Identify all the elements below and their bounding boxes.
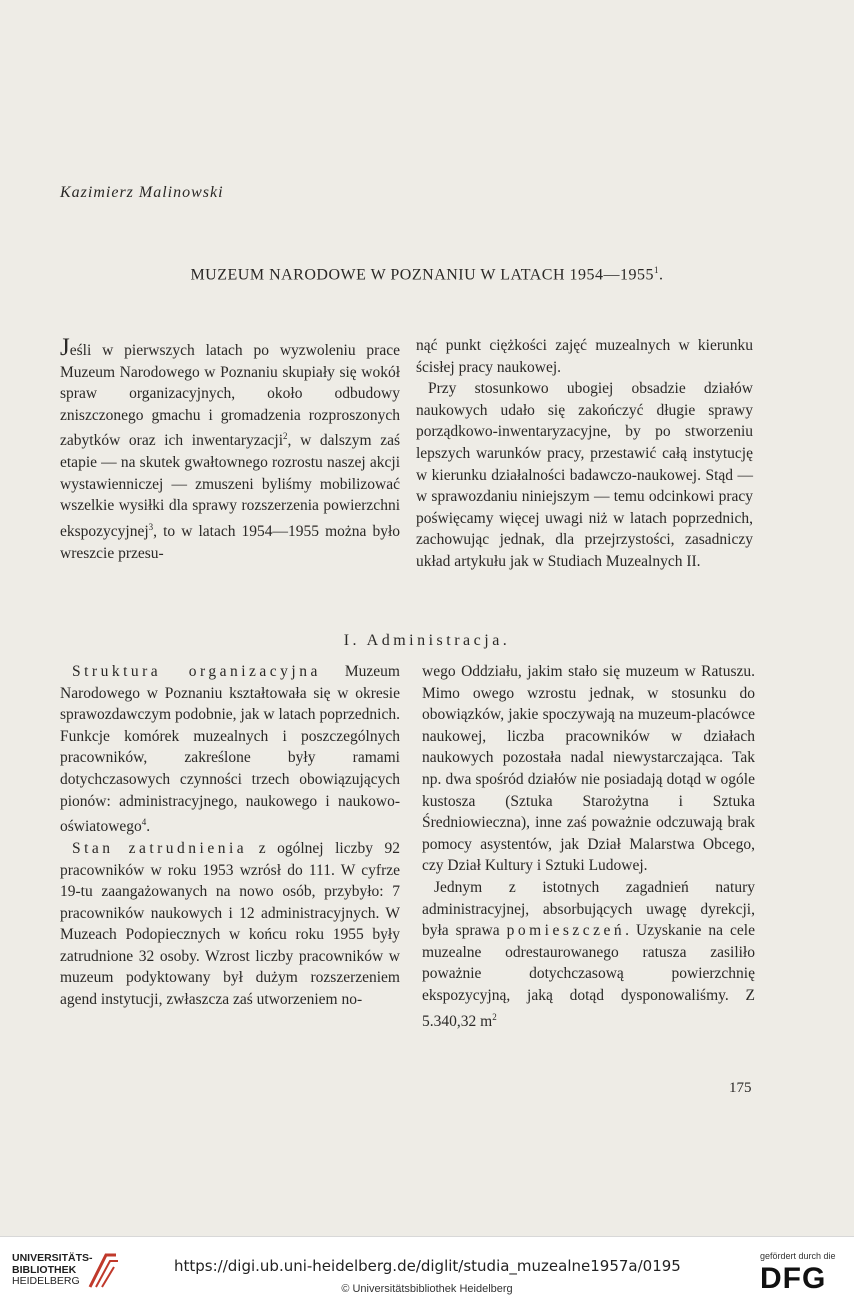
section-heading: I. Administracja. <box>343 632 511 649</box>
document-url[interactable]: https://digi.ub.uni-heidelberg.de/diglit/studia_muzealne1957a/0195 <box>174 1257 681 1275</box>
paragraph: nąć punkt ciężkości zajęć muzealnych w kierunku ścisłej pracy naukowej. <box>416 337 753 376</box>
body-column-right <box>422 661 755 1032</box>
paragraph: wego Oddziału, jakim stało się muzeum w Ratuszu. Mimo owego wzrostu jednak, w stosunku do obowiązków, jakie spoczywają na muzeum-placówce naukowej, liczba pracowników w działach naukowych pozostała nadal niewystarczająca. Tak np. dwa spośród działów nie posiadają dotąd w ogóle kustosza (Sztuka Starożytna i Sztuka Średniowieczna), inne zaś poważnie odczuwają brak pomocy asystentów, jak Dział Malarstwa Obcego, czy Dział Kultury i Sztuki Ludowej. <box>422 663 755 875</box>
paragraph: Jednym z istotnych zagadnień natury administracyjnej, absorbujących uwagę dyrekcji, była sprawa pomieszczeń. Uzyskanie na cele muzealne odrestaurowanego ratusza zasiliło poważnie dotychczasową powierzchnię ekspozycyjną, jaką dotąd dysponowaliśmy. Z 5.340,32 $m^2$ <box>422 878 755 1030</box>
paragraph: Stan zatrudnienia z ogólnej liczby 92 pracowników w roku 1953 wzrósł do 111. W cyfrze 19-tu zaangażowanych na nowo osób, przybyło: 7 pracowników naukowych i 12 administracyjnych. W Muzeach Podopiecznych w końcu roku 1955 były zatrudnione 32 osoby. Wzrost liczby pracowników w muzeum podyktowany był dużym rozszerzeniem agend instytucji, zwłaszcza zaś utworzeniem no- <box>60 839 401 1009</box>
copyright-notice: © Universitätsbibliothek Heidelberg <box>341 1283 513 1295</box>
intro-column-right <box>416 335 753 573</box>
paragraph: Przy stosunkowo ubogiej obsadzie działów naukowych udało się zakończyć długie sprawy porządkowo-inwentaryzacyjne, by po stworzeniu lepszych warunków pracy, przestawić całą instytucję w kierunku działalności badawczo-naukowej. Stąd — w sprawozdaniu niniejszym — temu odcinkowi pracy poświęcamy więcej uwagi niż w latach poprzednich, zachowując jednak, dla przejrzystości, zasadniczy układ artykułu jak w Studiach Muzealnych II. <box>416 380 753 570</box>
footnote-ref: 4 <box>141 817 147 828</box>
paragraph: Struktura organizacyjna Muzeum Narodowego w Poznaniu kształtowała się w okresie sprawozdawczym podobnie, jak w latach poprzednich. Funkcje komórek muzealnych i poszczególnych pracowników, zakreślone były ramami dotychczasowych czynności trzech obowiązujących pionów: administracyjnego, naukowego i naukowo-oświatowego$^4$. <box>60 663 400 836</box>
author-name: Kazimierz Malinowski <box>60 184 224 201</box>
article-title: MUZEUM NARODOWE W POZNANIU W LATACH 1954—1955$^1$. <box>190 265 664 284</box>
footnote-ref: 1 <box>654 265 660 275</box>
dfg-caption: gefördert durch die <box>760 1251 836 1261</box>
library-logo-text[interactable]: UNIVERSITÄTS- BIBLIOTHEK HEIDELBERG <box>12 1252 93 1287</box>
body-column-left <box>60 661 400 1011</box>
page-number: 175 <box>729 1080 752 1096</box>
footer-bar <box>0 1236 854 1305</box>
drop-cap: J <box>60 334 70 361</box>
footnote-ref: 2 <box>283 431 288 442</box>
footnote-ref: 3 <box>148 521 154 532</box>
dfg-logo[interactable]: DFG <box>760 1262 827 1295</box>
intro-column-left: Jeśli w pierwszych latach po wyzwoleniu prace Muzeum Narodowego w Poznaniu skupiały się wokół spraw organizacyjnych, około odbudowy zniszczonego gmachu i gromadzenia rozproszonych zabytków oraz ich inwentaryzacji$^2$, w dalszym zaś etapie — na skutek gwałtownego rozrostu naszej akcji wystawienniczej — zmuszeni byliśmy mobilizować wszelkie wysiłki dla sprawy rozszerzenia powierzchni ekspozycyjnej$^3$, to w latach 1954—1955 można było wreszcie przesu- <box>60 334 400 562</box>
